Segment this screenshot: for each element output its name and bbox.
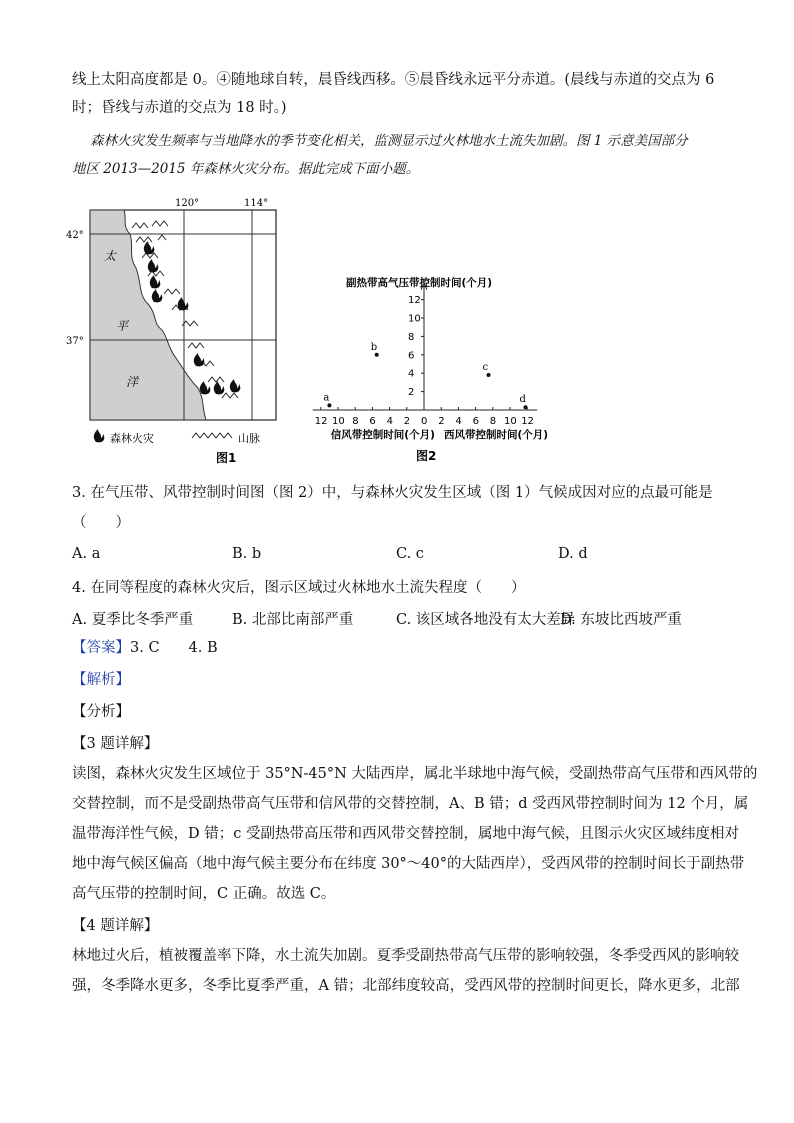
x-tick-label: 12	[521, 416, 534, 427]
figure1-caption: 图1	[216, 451, 237, 465]
d3-line: 温带海洋性气候，D 错；c 受副热带高压带和西风带交替控制，属地中海气候，且图示火灾区域纬度相对	[72, 826, 739, 842]
x-tick-label: 4	[455, 416, 462, 427]
q3-option-c[interactable]: C. c	[396, 546, 424, 562]
q4-stem: 4. 在同等程度的森林火灾后，图示区域过火林地水土流失程度（ ）	[72, 580, 526, 596]
x-tick-label: 6	[472, 416, 479, 427]
d3-line: 地中海气候区偏高（地中海气候主要分布在纬度 30°～40°的大陆西岸），受西风带的控制时间长于副热带	[72, 856, 745, 872]
x-tick-label: 10	[504, 416, 517, 427]
q3-stem-bracket: （ ）	[72, 515, 130, 531]
data-point	[375, 353, 379, 357]
y-tick-label: 8	[408, 331, 415, 343]
d3-line: 交替控制，而不是受副热带高气压带和信风带的交替控制，A、B 错；d 受西风带控制时间为 12 个月，属	[72, 796, 749, 812]
x-tick-label: 12	[314, 416, 328, 427]
q4-option-a[interactable]: A. 夏季比冬季严重	[72, 612, 194, 628]
x-tick-label: 2	[403, 416, 411, 427]
q3-option-d[interactable]: D. d	[558, 546, 588, 562]
figure2-chart	[313, 276, 548, 463]
x-tick-label: 6	[369, 416, 376, 427]
data-point	[487, 373, 491, 377]
figure2-caption: 图2	[416, 449, 437, 463]
x-label-right: 西风带控制时间(个月)	[444, 429, 549, 441]
x-tick-label: 2	[438, 416, 445, 427]
d4-tag: 【4 题详解】	[72, 918, 159, 934]
answer-text: 3. C 4. B	[130, 640, 218, 656]
ocean-char: 太	[104, 249, 117, 263]
answer-line	[72, 638, 734, 658]
mountain-icon	[192, 433, 232, 438]
x-tick-label: 8	[352, 416, 359, 427]
figure1-map	[66, 198, 549, 468]
q3-option-b[interactable]: B. b	[232, 546, 262, 562]
y-tick-label: 10	[408, 313, 421, 325]
q4-option-b[interactable]: B. 北部比南部严重	[232, 612, 354, 628]
ocean-char: 洋	[126, 375, 139, 389]
x-tick-label: 0	[421, 416, 428, 427]
d3-tag: 【3 题详解】	[72, 736, 159, 752]
d3-line: 读图，森林火灾发生区域位于 35°N-45°N 大陆西岸，属北半球地中海气候，受副热带高气压带和西风带的	[72, 766, 758, 782]
q3-stem: 3. 在气压带、风带控制时间图（图 2）中，与森林火灾发生区域（图 1）气候成因对应的点最可能是	[72, 485, 713, 501]
chart-title: 副热带高气压带控制时间(个月)	[346, 277, 493, 289]
y-tick-label: 6	[408, 350, 415, 362]
legend-mountain-label: 山脉	[238, 432, 260, 445]
x-tick-label: 4	[386, 416, 393, 427]
ocean-char: 平	[116, 319, 129, 333]
point-label: c	[482, 362, 489, 374]
point-label: b	[370, 341, 378, 353]
jiexi-tag: 【解析】	[72, 672, 130, 688]
d4-line: 强，冬季降水更多，冬季比夏季严重，A 错；北部纬度较高，受西风带的控制时间更长，降水更多，北部	[72, 978, 740, 994]
q4-option-d[interactable]: D. 东坡比西坡严重	[560, 612, 682, 628]
y-tick-label: 2	[408, 387, 415, 399]
x-tick-label: 8	[489, 416, 497, 427]
intro-line: 地区 2013—2015 年森林火灾分布。据此完成下面小题。	[72, 161, 420, 177]
point-label: d	[519, 394, 526, 406]
figure-area	[66, 198, 549, 468]
q3-option-a[interactable]: A. a	[72, 546, 101, 562]
d3-line: 高气压带的控制时间，C 正确。故选 C。	[72, 886, 336, 902]
lon-label: 114°	[244, 198, 269, 209]
q4-option-c[interactable]: C. 该区域各地没有太大差异	[396, 612, 576, 628]
lat-label: 37°	[66, 336, 84, 347]
point-label: a	[323, 392, 330, 404]
legend-fire-label: 森林火灾	[110, 432, 154, 445]
y-tick-label: 4	[408, 368, 415, 380]
fenxi-tag: 【分析】	[72, 704, 130, 720]
lon-label: 120°	[175, 198, 200, 209]
data-point	[523, 405, 527, 409]
text-line: 时；昏线与赤道的交点为 18 时。)	[72, 100, 287, 116]
x-label-left: 信风带控制时间(个月)	[330, 429, 435, 441]
y-tick-label: 12	[408, 295, 421, 307]
answer-tag: 【答案】	[72, 640, 130, 656]
x-tick-label: 10	[332, 416, 345, 427]
intro-line: 森林火灾发生频率与当地降水的季节变化相关，监测显示过火林地水土流失加剧。图 1 示意美国部分	[90, 133, 688, 149]
data-point	[327, 403, 331, 407]
lat-label: 42°	[66, 230, 84, 241]
fire-icon	[94, 429, 105, 442]
d4-line: 林地过火后，植被覆盖率下降，水土流失加剧。夏季受副热带高气压带的影响较强，冬季受西风的影响较	[72, 948, 739, 964]
text-line: 线上太阳高度都是 0。④随地球自转，晨昏线西移。⑤晨昏线永远平分赤道。(晨线与赤道的交点为 6	[72, 72, 715, 88]
